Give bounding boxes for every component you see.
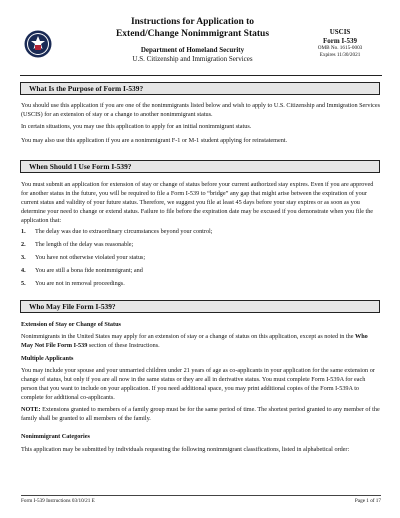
who-paragraph-3: This application may be submitted by individuals requesting the following nonimmigrant classifications, listed in alphabetical order: [21, 446, 350, 453]
section-heading-text: What Is the Purpose of Form I-539? [29, 84, 144, 93]
department-block [100, 46, 285, 64]
section-heading-purpose [20, 82, 380, 95]
section-heading-who [20, 300, 380, 313]
subheading-multiple-applicants: Multiple Applicants [21, 355, 74, 362]
document-title [100, 17, 285, 40]
expiration-date: Expires 11/30/2021 [319, 52, 361, 58]
document-header [0, 0, 400, 70]
section-heading-text: Who May File Form I-539? [29, 302, 116, 311]
header-divider [20, 75, 382, 76]
omb-number: OMB No. 1615-0003 [317, 45, 363, 51]
purpose-paragraph-1: You should use this application if you are one of the nonimmigrants listed below and wish to apply to U.S. Citizenship and Immigration Services (USCIS) for an extension of stay or a change to another nonimmigrant status. [21, 102, 381, 118]
section-heading-text: When Should I Use Form I-539? [29, 162, 132, 171]
form-agency: USCIS [329, 28, 351, 36]
subheading-nonimmigrant-categories: Nonimmigrant Categories [21, 433, 90, 440]
agency-name: U.S. Citizenship and Immigration Services [132, 55, 253, 63]
title-line-2: Extend/Change Nonimmigrant Status [115, 28, 270, 39]
list-item: 5. You are not in removal proceedings. [21, 280, 125, 287]
list-item: 1. The delay was due to extraordinary circumstances beyond your control; [21, 228, 213, 235]
footer-divider [21, 495, 381, 496]
list-item: 3. You have not otherwise violated your status; [21, 254, 146, 261]
purpose-paragraph-3: You may also use this application if you are a nonimmigrant F-1 or M-1 student applying for reinstatement. [21, 137, 288, 144]
footer-form-info: Form I-539 Instructions 03/10/21 E [21, 498, 95, 504]
conditions-list [21, 225, 381, 290]
who-paragraph-2: You may include your spouse and your unmarried children under 21 years of age as co-applicants in your application for the same extension or change of status, but only if you are all now in the same status or they are all in derivative status. You must complete Form I-539A for each person that you want to include on your application. If you need additional space, you may print additional copies of the Form I-539A to complete for additional co-applicants. [21, 367, 375, 401]
subheading-extension: Extension of Stay or Change of Status [21, 321, 121, 328]
form-number: Form I-539 [322, 36, 358, 45]
section-heading-when [20, 160, 380, 173]
list-item: 2. The length of the delay was reasonable; [21, 241, 134, 248]
form-identifier [300, 28, 380, 59]
note-paragraph: NOTE: Extensions granted to members of a family group must be for the same period of time. The shortest period granted to any member of the family shall be granted to all members of the family. [21, 406, 380, 422]
department-name: Department of Homeland Security [140, 46, 245, 54]
when-paragraph-1: You must submit an application for extension of stay or change of status before your current authorized stay expires. Even if you are approved for another status in the future, you will be required to file a Form I-539 to “bridge” any gap that might arise between the expiration of your current status and validity of your future status. Therefore, we suggest you file at least 45 days before your stay expires or as soon as you determine your need to change or extend status. Failure to file before the expiration date may be excused if you demonstrate when you file the application that: [21, 181, 374, 224]
list-item: 4. You are still a bona fide nonimmigrant; and [21, 267, 143, 274]
page-number: Page 1 of 17 [354, 498, 381, 504]
who-paragraph-1: Nonimmigrants in the United States may apply for an extension of stay or a change of status on this application, except as noted in the Who May Not File Form I-539 section of these Instructions. [21, 333, 368, 349]
title-line-1: Instructions for Application to [130, 17, 255, 27]
dhs-seal-icon [24, 30, 52, 58]
purpose-paragraph-2: In certain situations, you may use this application to apply for an initial nonimmigrant status. [21, 123, 252, 130]
